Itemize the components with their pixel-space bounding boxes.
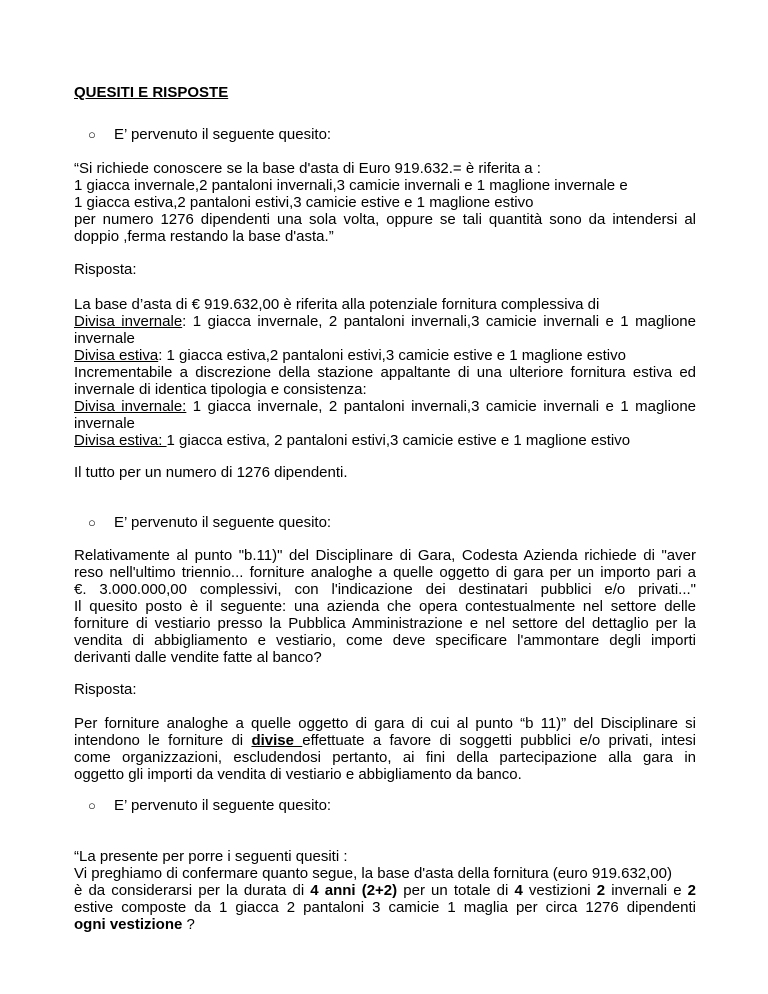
risposta-label-2: Risposta: xyxy=(74,681,137,698)
question-1-quote: “Si richiede conoscere se la base d'asta di Euro 919.632.= è riferita a : 1 giacca invernale,2 pantaloni invernali,3 camicie invernali e 1 maglione invernale e 1 giacca estiva,2 pantaloni estivi,3 camicie estive e 1 maglione estivo per numero 1276 dipendenti una sola volta, oppure se tali quantità sono da intendersi al doppio ,ferma restando la base d'asta.” xyxy=(74,160,696,245)
bullet-circle-icon: ○ xyxy=(88,798,96,813)
answer-1-total: Il tutto per un numero di 1276 dipendenti. xyxy=(74,464,348,481)
divisa-estiva-label-2: Divisa estiva: xyxy=(74,432,167,449)
question-1-bullet xyxy=(88,126,331,143)
bullet-text: E’ pervenuto il seguente quesito: xyxy=(114,797,332,814)
question-3-bullet xyxy=(88,797,331,814)
bullet-circle-icon: ○ xyxy=(88,127,96,142)
bullet-text: E’ pervenuto il seguente quesito: xyxy=(114,126,332,143)
question-2-text: Relativamente al punto "b.11)" del Disciplinare di Gara, Codesta Azienda richiede di "aver reso nell'ultimo triennio... forniture analoghe a quelle oggetto di gara per un importo pari a €. 3.000.000,00 complessivi, con l'indicazione dei destinatari pubblici e/o privati..." Il quesito posto è il seguente: una azienda che opera contestualmente nel settore delle forniture di vestiario presso la Pubblica Amministrazione e nel settore del dettaglio per la vendita di abbigliamento e vestiario, come deve specificare l'ammontare degli importi derivanti dalle vendite fatte al banco? xyxy=(74,547,696,666)
divisa-invernale-label-2: Divisa invernale: xyxy=(74,398,187,415)
page-title: QUESITI E RISPOSTE xyxy=(74,84,229,101)
bullet-text: E’ pervenuto il seguente quesito: xyxy=(114,514,332,531)
divisa-invernale-label: Divisa invernale xyxy=(74,313,183,330)
divise-emphasis: divise xyxy=(251,732,303,749)
question-2-bullet xyxy=(88,514,331,531)
risposta-label: Risposta: xyxy=(74,261,137,278)
bullet-circle-icon: ○ xyxy=(88,515,96,530)
answer-1: La base d’asta di € 919.632,00 è riferita alla potenziale fornitura complessiva di Divisa invernale: 1 giacca invernale, 2 pantaloni invernali,3 camicie invernali e 1 maglione invernale Divisa estiva: 1 giacca estiva,2 pantaloni estivi,3 camicie estive e 1 maglione estivo Incrementabile a discrezione della stazione appaltante di una ulteriore fornitura estiva ed invernale di identica tipologia e consistenza: Divisa invernale: 1 giacca invernale, 2 pantaloni invernali,3 camicie invernali e 1 maglione invernale Divisa estiva: 1 giacca estiva, 2 pantaloni estivi,3 camicie estive e 1 maglione estivo xyxy=(74,296,696,449)
question-3-text: “La presente per porre i seguenti quesiti : Vi preghiamo di confermare quanto segue, la base d'asta della fornitura (euro 919.632,00) è da considerarsi per la durata di 4 anni (2+2) per un totale di 4 vestizioni 2 invernali e 2 estive composte da 1 giacca 2 pantaloni 3 camicie 1 maglia per circa 1276 dipendenti ogni vestizione ? xyxy=(74,848,696,933)
answer-2: Per forniture analoghe a quelle oggetto di gara di cui al punto “b 11)” del Disciplinare si intendono le forniture di divise effettuate a favore di soggetti pubblici e/o privati, intesi come organizzazioni, escludendosi pertanto, ai fini della partecipazione alla gara in oggetto gli importi da vendita di vestiario e abbigliamento da banco. xyxy=(74,715,696,783)
divisa-estiva-label: Divisa estiva xyxy=(74,347,159,364)
